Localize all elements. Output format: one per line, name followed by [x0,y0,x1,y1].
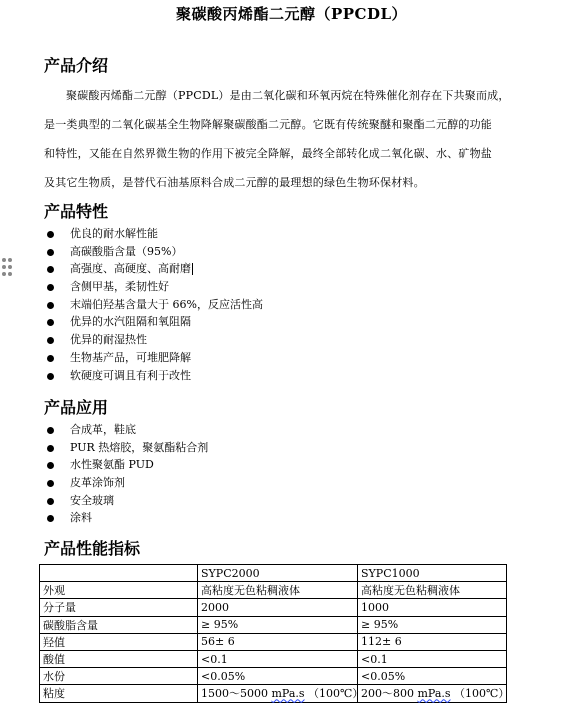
table-cell: 112± 6 [358,633,507,650]
list-item: 末端伯羟基含量大于 66%，反应活性高 [44,296,263,314]
table-row-viscosity [40,685,507,702]
table-row [40,650,507,667]
features-list [44,225,263,384]
table-cell: 外观 [40,582,198,599]
table-row [40,633,507,650]
table-cell: 粘度 [40,685,198,702]
list-item: 涂料 [44,509,208,527]
list-item: 优异的水汽阻隔和氧阻隔 [44,313,263,331]
features-heading: 产品特性 [44,202,109,221]
table-cell: 水份 [40,668,198,685]
table-row [40,582,507,599]
specs-table [39,564,510,703]
intro-line: 和特性，又能在自然界微生物的作用下被完全降解，最终全部转化成二氧化碳、水、矿物盐 [44,147,492,160]
table-cell: <0.1 [198,650,358,667]
table-row [40,599,507,616]
list-item: 含侧甲基，柔韧性好 [44,278,263,296]
list-item: PUR 热熔胶，聚氨酯粘合剂 [44,439,208,457]
list-item: 软硬度可调且有利于改性 [44,367,263,385]
table-cell: 56± 6 [198,633,358,650]
table-row [40,668,507,685]
list-item: 优良的耐水解性能 [44,225,263,243]
table-cell: ≥ 95% [358,616,507,633]
table-cell: 高粘度无色粘稠液体 [358,582,507,599]
intro-heading: 产品介绍 [44,56,109,75]
list-item: 优异的耐湿热性 [44,331,263,349]
table-row [40,616,507,633]
table-cell: 200～800 mPa.s （100℃） [358,685,507,702]
applications-heading: 产品应用 [44,398,109,417]
applications-list [44,421,208,527]
intro-line: 及其它生物质，是替代石油基原料合成二元醇的最理想的绿色生物环保材料。 [44,176,425,189]
drag-handle-icon[interactable] [2,258,12,280]
intro-paragraph [44,81,524,197]
intro-line: 是一类典型的二氧化碳基全生物降解聚碳酸酯二元醇。它既有传统聚醚和聚酯二元醇的功能 [44,118,492,131]
table-cell: 高粘度无色粘稠液体 [198,582,358,599]
table-cell: <0.1 [358,650,507,667]
table-cell: <0.05% [198,668,358,685]
table-cell [40,565,198,582]
intro-line: 聚碳酸丙烯酯二元醇（PPCDL）是由二氧化碳和环氧丙烷在特殊催化剂存在下共聚而成， [66,89,510,102]
document-title: 聚碳酸丙烯酯二元醇（PPCDL） [175,5,408,23]
table-cell: <0.05% [358,668,507,685]
list-item: 高强度、高硬度、高耐磨 [44,260,263,278]
table-cell: 1000 [358,599,507,616]
table-cell: 酸值 [40,650,198,667]
table-header-cell: SYPC1000 [358,565,507,582]
specs-heading: 产品性能指标 [44,539,141,558]
table-cell: ≥ 95% [198,616,358,633]
list-item: 高碳酸脂含量（95%） [44,243,263,261]
table-cell: 碳酸脂含量 [40,616,198,633]
list-item: 水性聚氨酯 PUD [44,456,208,474]
table-header-row [40,565,507,582]
list-item: 皮革涂饰剂 [44,474,208,492]
table-header-cell: SYPC2000 [198,565,358,582]
table-cell: 分子量 [40,599,198,616]
text-cursor [192,263,193,275]
table-cell: 1500～5000 mPa.s （100℃） [198,685,358,702]
list-item: 生物基产品，可堆肥降解 [44,349,263,367]
list-item: 合成革，鞋底 [44,421,208,439]
list-item: 安全玻璃 [44,492,208,510]
table-cell: 羟值 [40,633,198,650]
table-cell: 2000 [198,599,358,616]
